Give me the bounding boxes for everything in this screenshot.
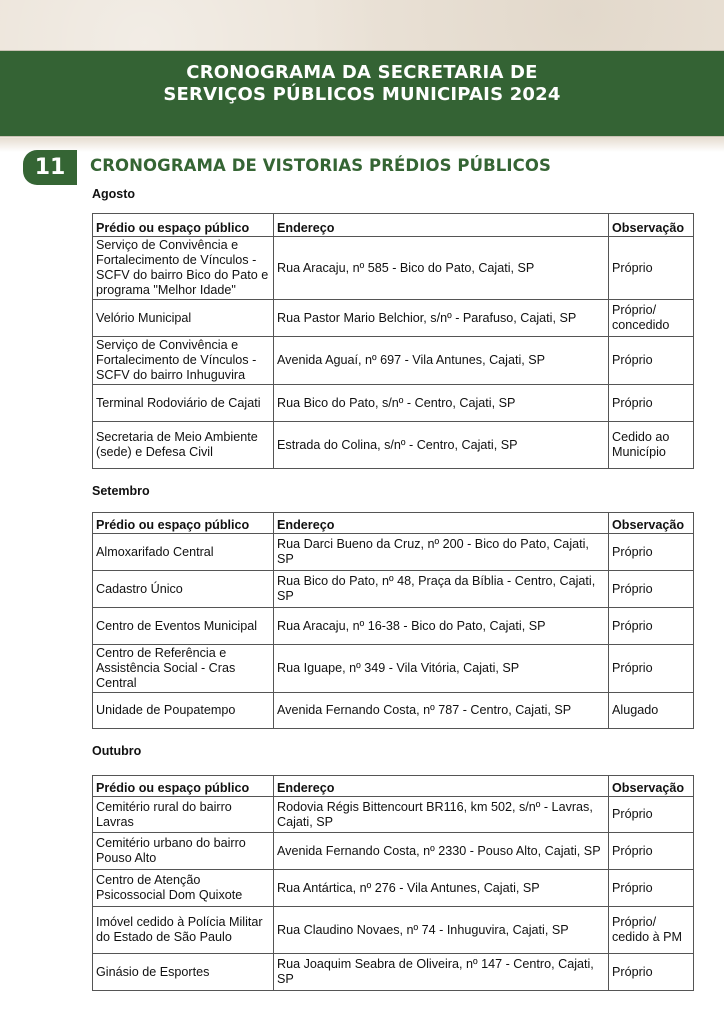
cell-note: Próprio (609, 645, 694, 693)
cell-address: Rua Bico do Pato, s/nº - Centro, Cajati, SP (274, 385, 609, 422)
cell-building: Cemitério rural do bairro Lavras (93, 797, 274, 833)
cell-note: Próprio (609, 534, 694, 571)
cell-address: Rua Aracaju, nº 16-38 - Bico do Pato, Cajati, SP (274, 608, 609, 645)
schedule-table-outubro (92, 775, 694, 991)
cell-note: Próprio (609, 237, 694, 300)
table-row (93, 534, 694, 571)
cell-note: Cedido ao Município (609, 422, 694, 469)
table-header-row (93, 776, 694, 797)
table-row (93, 237, 694, 300)
table-row (93, 693, 694, 729)
column-header-note: Observação (609, 214, 694, 237)
cell-address: Rua Pastor Mario Belchior, s/nº - Parafuso, Cajati, SP (274, 300, 609, 337)
cell-address: Avenida Fernando Costa, nº 787 - Centro, Cajati, SP (274, 693, 609, 729)
column-header-note: Observação (609, 776, 694, 797)
table-row (93, 954, 694, 991)
table-row (93, 422, 694, 469)
column-header-address: Endereço (274, 513, 609, 534)
cell-building: Unidade de Poupatempo (93, 693, 274, 729)
cell-address: Avenida Aguaí, nº 697 - Vila Antunes, Cajati, SP (274, 337, 609, 385)
column-header-building: Prédio ou espaço público (93, 776, 274, 797)
cell-building: Ginásio de Esportes (93, 954, 274, 991)
cell-address: Rua Antártica, nº 276 - Vila Antunes, Cajati, SP (274, 870, 609, 907)
cell-note: Próprio (609, 797, 694, 833)
table-row (93, 337, 694, 385)
cell-note: Próprio (609, 608, 694, 645)
column-header-note: Observação (609, 513, 694, 534)
cell-address: Avenida Fernando Costa, nº 2330 - Pouso Alto, Cajati, SP (274, 833, 609, 870)
cell-building: Velório Municipal (93, 300, 274, 337)
cell-note: Próprio (609, 337, 694, 385)
cell-building: Almoxarifado Central (93, 534, 274, 571)
column-header-building: Prédio ou espaço público (93, 214, 274, 237)
page-title-line-2: SERVIÇOS PÚBLICOS MUNICIPAIS 2024 (163, 84, 561, 105)
cell-note: Próprio (609, 954, 694, 991)
cell-building: Centro de Atenção Psicossocial Dom Quixote (93, 870, 274, 907)
cell-address: Rua Claudino Novaes, nº 74 - Inhuguvira, Cajati, SP (274, 907, 609, 954)
section-title: CRONOGRAMA DE VISTORIAS PRÉDIOS PÚBLICOS (90, 156, 551, 175)
cell-building: Terminal Rodoviário de Cajati (93, 385, 274, 422)
table-row (93, 300, 694, 337)
table-header-row (93, 513, 694, 534)
header-banner (0, 50, 724, 137)
section-number-badge: 11 (23, 150, 77, 185)
cell-address: Rua Iguape, nº 349 - Vila Vitória, Cajati, SP (274, 645, 609, 693)
schedule-table-setembro (92, 512, 694, 729)
cell-note: Alugado (609, 693, 694, 729)
column-header-building: Prédio ou espaço público (93, 513, 274, 534)
table-header-row (93, 214, 694, 237)
cell-note: Próprio (609, 833, 694, 870)
table-row (93, 907, 694, 954)
month-label-agosto: Agosto (92, 187, 136, 201)
table-row (93, 608, 694, 645)
table-row (93, 571, 694, 608)
table-row (93, 797, 694, 833)
column-header-address: Endereço (274, 776, 609, 797)
page-title-line-1: CRONOGRAMA DA SECRETARIA DE (186, 62, 538, 83)
cell-building: Centro de Eventos Municipal (93, 608, 274, 645)
cell-building: Serviço de Convivência e Fortalecimento de Vínculos - SCFV do bairro Inhuguvira (93, 337, 274, 385)
cell-building: Cadastro Único (93, 571, 274, 608)
table-row (93, 870, 694, 907)
cell-note: Próprio/ cedido à PM (609, 907, 694, 954)
schedule-table-agosto (92, 213, 694, 469)
cell-building: Centro de Referência e Assistência Social - Cras Central (93, 645, 274, 693)
page-title (0, 62, 724, 106)
table-row (93, 833, 694, 870)
cell-address: Rua Bico do Pato, nº 48, Praça da Bíblia - Centro, Cajati, SP (274, 571, 609, 608)
table-row (93, 385, 694, 422)
month-label-setembro: Setembro (92, 484, 150, 498)
cell-building: Imóvel cedido à Polícia Militar do Estado de São Paulo (93, 907, 274, 954)
cell-note: Próprio/ concedido (609, 300, 694, 337)
cell-note: Próprio (609, 571, 694, 608)
cell-address: Rua Darci Bueno da Cruz, nº 200 - Bico do Pato, Cajati, SP (274, 534, 609, 571)
cell-note: Próprio (609, 870, 694, 907)
cell-address: Rua Aracaju, nº 585 - Bico do Pato, Cajati, SP (274, 237, 609, 300)
cell-note: Próprio (609, 385, 694, 422)
cell-address: Estrada do Colina, s/nº - Centro, Cajati, SP (274, 422, 609, 469)
cell-building: Serviço de Convivência e Fortalecimento de Vínculos - SCFV do bairro Bico do Pato e programa "Melhor Idade" (93, 237, 274, 300)
table-row (93, 645, 694, 693)
cell-address: Rua Joaquim Seabra de Oliveira, nº 147 - Centro, Cajati, SP (274, 954, 609, 991)
cell-address: Rodovia Régis Bittencourt BR116, km 502, s/nº - Lavras, Cajati, SP (274, 797, 609, 833)
cell-building: Cemitério urbano do bairro Pouso Alto (93, 833, 274, 870)
column-header-address: Endereço (274, 214, 609, 237)
paper-fade (0, 138, 724, 152)
cell-building: Secretaria de Meio Ambiente (sede) e Defesa Civil (93, 422, 274, 469)
month-label-outubro: Outubro (92, 744, 142, 758)
